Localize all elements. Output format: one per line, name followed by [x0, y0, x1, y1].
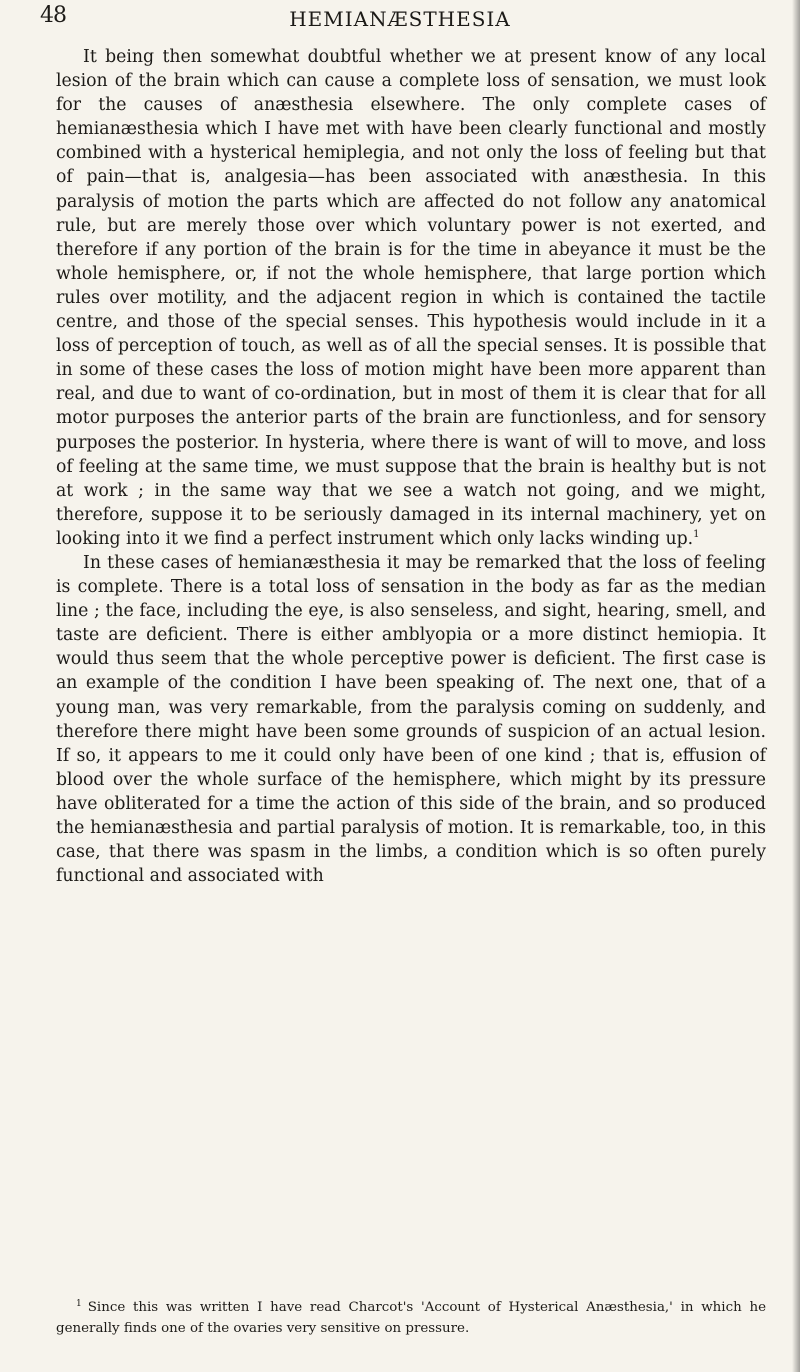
footnote-paragraph	[56, 1297, 766, 1339]
page-edge-shadow	[792, 0, 800, 1372]
footnote-reference: 1	[693, 529, 700, 541]
paragraph	[56, 45, 766, 551]
footnote-text: Since this was written I have read Charcot's 'Account of Hysterical Anæsthesia,' in which he generally finds one of the ovaries very sensitive on pressure.	[56, 1300, 766, 1336]
footnote-marker: 1	[76, 1298, 82, 1309]
running-title: HEMIANÆSTHESIA	[289, 7, 511, 31]
page-number: 48	[40, 3, 66, 28]
paragraph-text: It being then somewhat doubtful whether we at present know of any local lesion of the brain which can cause a complete loss of sensation, we must look for the causes of anæsthesia elsewhere. The only complete cases of hemianæsthesia which I have met with have been clearly functional and mostly combined with a hysterical hemiplegia, and not only the loss of feeling but that of pain—that is, analgesia—has been associated with anæsthesia. In this paralysis of motion the parts which are affected do not follow any anatomical rule, but are merely those over which voluntary power is not exerted, and therefore if any portion of the brain is for the time in abeyance it must be the whole hemisphere, or, if not the whole hemisphere, that large portion which rules over motility, and the adjacent region in which is contained the tactile centre, and those of the special senses. This hypothesis would include in it a loss of perception of touch, as well as of all the special senses. It is possible that in some of these cases the loss of motion might have been more apparent than real, and due to want of co-ordination, but in most of them it is clear that for all motor purposes the anterior parts of the brain are functionless, and for sensory purposes the posterior. In hysteria, where there is want of will to move, and loss of feeling at the same time, we must suppose that the brain is healthy but is not at work ; in the same way that we see a watch not going, and we might, therefore, suppose it to be seriously damaged in its internal machinery, yet on looking into it we find a perfect instrument which only lacks winding up.	[56, 47, 766, 549]
body-text	[56, 45, 766, 888]
paragraph: In these cases of hemianæsthesia it may be remarked that the loss of feeling is complete. There is a total loss of sensation in the body as far as the median line ; the face, including the eye, is also senseless, and sight, hearing, smell, and taste are deficient. There is either amblyopia or a more distinct hemiopia. It would thus seem that the whole perceptive power is deficient. The first case is an example of the condition I have been speaking of. The next one, that of a young man, was very remarkable, from the paralysis coming on suddenly, and therefore there might have been some grounds of suspicion of an actual lesion. If so, it appears to me it could only have been of one kind ; that is, effusion of blood over the whole surface of the hemisphere, which might by its pressure have obliterated for a time the action of this side of the brain, and so produced the hemianæsthesia and partial paralysis of motion. It is remarkable, too, in this case, that there was spasm in the limbs, a condition which is so often purely functional and associated with	[56, 552, 766, 887]
footnote	[56, 1297, 766, 1339]
